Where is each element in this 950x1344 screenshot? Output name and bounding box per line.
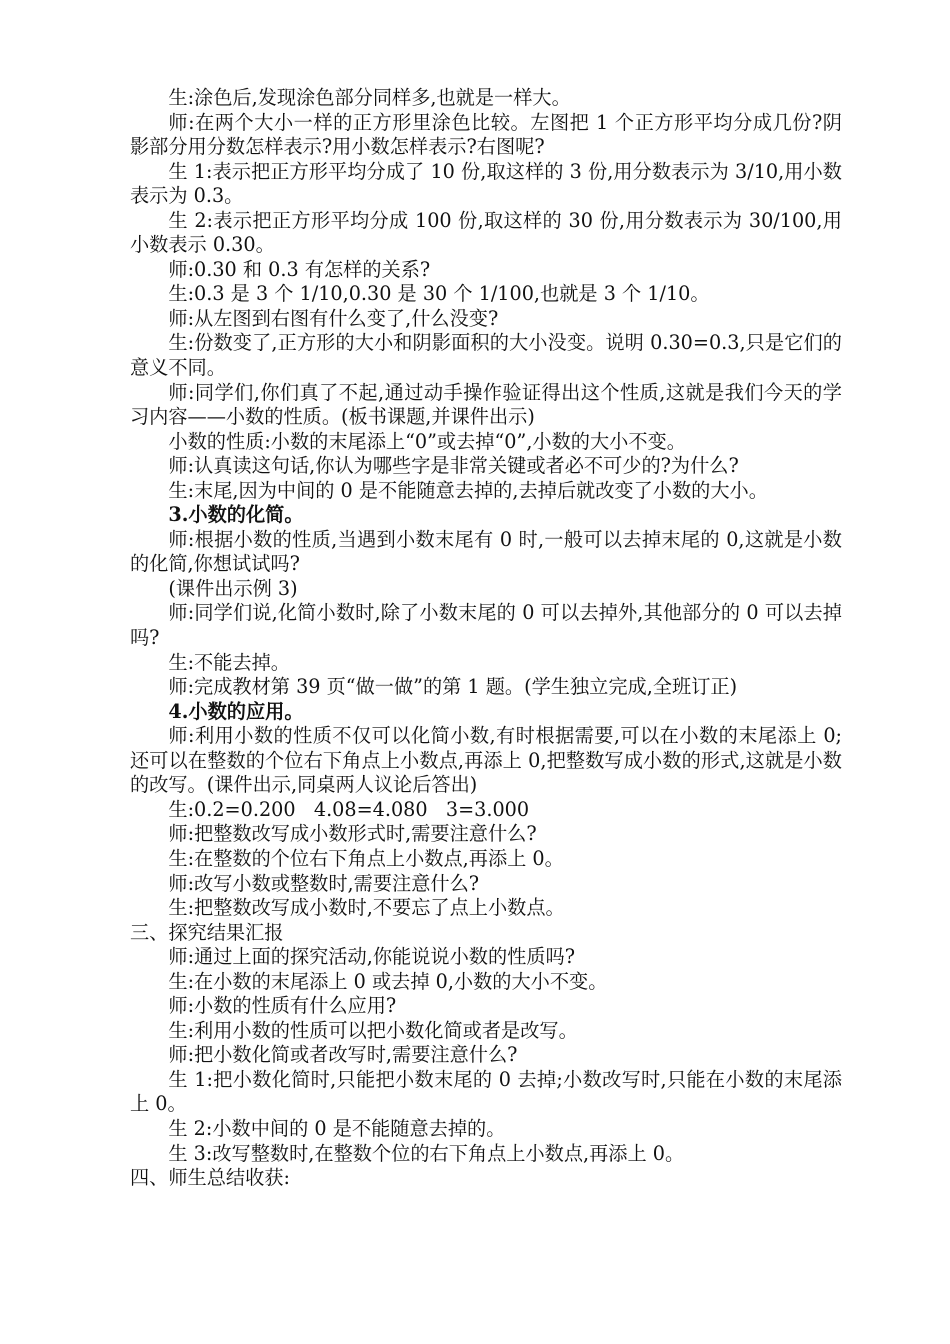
paragraph: 师:同学们,你们真了不起,通过动手操作验证得出这个性质,这就是我们今天的学习内容——小数的性质。(板书课题,并课件出示) bbox=[130, 380, 842, 429]
paragraph: 师:根据小数的性质,当遇到小数末尾有 0 时,一般可以去掉末尾的 0,这就是小数的化简,你想试试吗? bbox=[130, 527, 842, 576]
paragraph: 生 3:改写整数时,在整数个位的右下角点上小数点,再添上 0。 bbox=[168, 1141, 685, 1165]
paragraph: 师:从左图到右图有什么变了,什么没变? bbox=[168, 306, 499, 330]
paragraph: 师:完成教材第 39 页“做一做”的第 1 题。(学生独立完成,全班订正) bbox=[168, 675, 738, 699]
paragraph: 师:小数的性质有什么应用? bbox=[168, 994, 397, 1018]
paragraph: 师:利用小数的性质不仅可以化简小数,有时根据需要,可以在小数的末尾添上 0;还可以在整数的个位右下角点上小数点,再添上 0,把整数写成小数的形式,这就是小数的改写。(课件出示,同桌两人议论后答出) bbox=[130, 724, 842, 797]
paragraph: 生:在整数的个位右下角点上小数点,再添上 0。 bbox=[168, 846, 564, 870]
paragraph: 生:利用小数的性质可以把小数化简或者是改写。 bbox=[168, 1018, 578, 1042]
paragraph: 师:把整数改写成小数形式时,需要注意什么? bbox=[168, 822, 537, 846]
paragraph: 生:在小数的末尾添上 0 或去掉 0,小数的大小不变。 bbox=[168, 969, 608, 993]
paragraph: 生:把整数改写成小数时,不要忘了点上小数点。 bbox=[168, 896, 565, 920]
paragraph: 生 2:表示把正方形平均分成 100 份,取这样的 30 份,用分数表示为 30/100,用小数表示 0.30。 bbox=[130, 208, 842, 257]
paragraph: 生:末尾,因为中间的 0 是不能随意去掉的,去掉后就改变了小数的大小。 bbox=[168, 478, 768, 502]
chapter-heading: 三、探究结果汇报 bbox=[130, 920, 284, 944]
document-page bbox=[130, 86, 842, 1191]
paragraph: 生 1:表示把正方形平均分成了 10 份,取这样的 3 份,用分数表示为 3/10,用小数表示为 0.3。 bbox=[130, 159, 842, 208]
section-heading: 4.小数的应用。 bbox=[168, 699, 304, 723]
paragraph: 师:认真读这句话,你认为哪些字是非常关键或者必不可少的?为什么? bbox=[168, 454, 739, 478]
paragraph: 生:涂色后,发现涂色部分同样多,也就是一样大。 bbox=[168, 86, 571, 109]
chapter-heading: 四、师生总结收获: bbox=[130, 1166, 290, 1190]
section-heading: 3.小数的化简。 bbox=[168, 503, 304, 527]
paragraph: 生 1:把小数化简时,只能把小数末尾的 0 去掉;小数改写时,只能在小数的末尾添上 0。 bbox=[130, 1067, 842, 1116]
paragraph: 师:通过上面的探究活动,你能说说小数的性质吗? bbox=[168, 945, 575, 969]
paragraph: 生 2:小数中间的 0 是不能随意去掉的。 bbox=[168, 1116, 506, 1140]
paragraph: 师:把小数化简或者改写时,需要注意什么? bbox=[168, 1043, 518, 1067]
paragraph: 生:0.3 是 3 个 1/10,0.30 是 30 个 1/100,也就是 3 个 1/10。 bbox=[168, 282, 710, 306]
paragraph: 生:份数变了,正方形的大小和阴影面积的大小没变。说明 0.30=0.3,只是它们的意义不同。 bbox=[130, 331, 842, 380]
paragraph: 师:0.30 和 0.3 有怎样的关系? bbox=[168, 257, 431, 281]
property-statement: 小数的性质:小数的末尾添上“0”或去掉“0”,小数的大小不变。 bbox=[168, 429, 686, 453]
paragraph: 师:同学们说,化简小数时,除了小数末尾的 0 可以去掉外,其他部分的 0 可以去掉吗? bbox=[130, 601, 842, 650]
paragraph: 师:改写小数或整数时,需要注意什么? bbox=[168, 871, 480, 895]
paragraph: 师:在两个大小一样的正方形里涂色比较。左图把 1 个正方形平均分成几份?阴影部分用分数怎样表示?用小数怎样表示?右图呢? bbox=[130, 110, 842, 159]
paragraph: (课件出示例 3) bbox=[168, 576, 298, 600]
paragraph: 生:不能去掉。 bbox=[168, 650, 290, 674]
paragraph: 生:0.2=0.200 4.08=4.080 3=3.000 bbox=[168, 797, 530, 821]
